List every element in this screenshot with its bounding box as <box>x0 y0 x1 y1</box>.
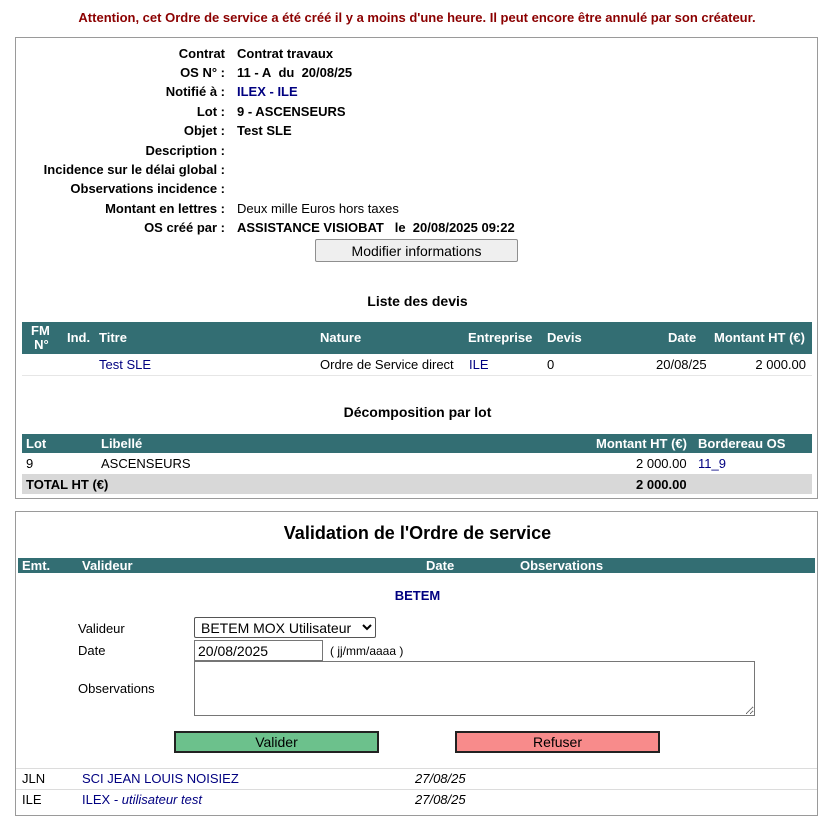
decomposition-montant: 2 000.00 <box>636 456 687 471</box>
observations-textarea[interactable] <box>194 661 755 716</box>
col-ind: Ind. <box>67 330 91 345</box>
os-date: 20/08/25 <box>301 65 353 80</box>
decomposition-lot: 9 <box>26 456 34 471</box>
valider-button[interactable]: Valider <box>174 731 379 753</box>
montant-lettres-value: Deux mille Euros hors taxes <box>237 201 399 216</box>
cree-date: 20/08/2025 09:22 <box>412 220 515 235</box>
decomposition-row <box>22 454 812 473</box>
total-value: 2 000.00 <box>636 477 687 492</box>
cree-le: le <box>394 220 406 235</box>
devis-nature: Ordre de Service direct <box>320 357 454 372</box>
col-montant-ht: Montant HT (€) <box>596 436 687 451</box>
validation-valideur-suffix: - utilisateur test <box>110 792 202 807</box>
devis-date: 20/08/25 <box>656 357 707 372</box>
col-date: Date <box>668 330 697 345</box>
col-montant: Montant HT (€) <box>714 330 805 345</box>
decomposition-table-header <box>22 434 812 453</box>
contrat-label: Contrat <box>178 46 225 61</box>
modifier-informations-button[interactable]: Modifier informations <box>315 239 518 262</box>
col-validation-date: Date <box>426 558 455 573</box>
objet-value: Test SLE <box>237 123 292 138</box>
validation-valideur-name: ILEX <box>82 792 111 807</box>
observations-label: Observations <box>78 681 155 696</box>
lot-value: 9 - ASCENSEURS <box>237 104 346 119</box>
valideur-label: Valideur <box>78 621 125 636</box>
warning-message: Attention, cet Ordre de service a été créé il y a moins d'une heure. Il peut encore être annulé par son créateur. <box>78 10 756 25</box>
col-nature: Nature <box>320 330 362 345</box>
col-fm-line2: N° <box>34 337 49 352</box>
validation-valideur-link[interactable]: SCI JEAN LOUIS NOISIEZ <box>82 771 239 786</box>
lot-label: Lot : <box>196 104 225 119</box>
row-divider <box>16 768 817 769</box>
decomposition-title: Décomposition par lot <box>343 404 492 420</box>
validation-row <box>16 789 817 809</box>
validation-date: 27/08/25 <box>415 792 466 807</box>
observations-incidence-label: Observations incidence : <box>70 181 225 196</box>
col-devis: Devis <box>547 330 582 345</box>
row-divider <box>16 789 817 790</box>
contrat-value: Contrat travaux <box>237 46 334 61</box>
incidence-label: Incidence sur le délai global : <box>43 162 225 177</box>
cree-par-name: ASSISTANCE VISIOBAT <box>237 220 384 235</box>
devis-titre-link[interactable]: Test SLE <box>99 357 152 372</box>
col-fm-line1: FM <box>31 323 50 338</box>
os-number-label: OS N° : <box>180 65 225 80</box>
liste-devis-title: Liste des devis <box>367 293 468 309</box>
valideur-select[interactable] <box>194 617 376 638</box>
devis-numero: 0 <box>547 357 555 372</box>
devis-row <box>22 356 812 376</box>
validation-table-header <box>18 558 815 573</box>
validation-emt: ILE <box>22 792 42 807</box>
validation-valideur-link[interactable] <box>82 792 202 807</box>
refuser-button[interactable]: Refuser <box>455 731 660 753</box>
os-details-panel <box>15 37 818 499</box>
total-label: TOTAL HT (€) <box>26 477 109 492</box>
validation-date: 27/08/25 <box>415 771 466 786</box>
validation-group-title: BETEM <box>394 588 441 603</box>
total-row <box>22 474 812 494</box>
col-entreprise: Entreprise <box>468 330 533 345</box>
decomposition-libelle: ASCENSEURS <box>101 456 191 471</box>
col-lot: Lot <box>26 436 47 451</box>
os-du: du <box>278 65 295 80</box>
col-emt: Emt. <box>22 558 51 573</box>
devis-table-header <box>22 322 812 354</box>
devis-entreprise-link[interactable]: ILE <box>469 357 489 372</box>
bordereau-link[interactable]: 11_9 <box>698 456 726 471</box>
os-number: 11 - A <box>237 65 272 80</box>
col-fm <box>31 324 50 352</box>
notifie-link[interactable]: ILEX - ILE <box>237 84 298 99</box>
validation-title: Validation de l'Ordre de service <box>283 523 552 543</box>
col-libelle: Libellé <box>101 436 143 451</box>
cree-par-value <box>237 220 515 235</box>
objet-label: Objet : <box>183 123 225 138</box>
os-number-value <box>237 65 352 80</box>
validation-panel <box>15 511 818 816</box>
date-label: Date <box>78 643 106 658</box>
date-format-hint: ( jj/mm/aaaa ) <box>330 644 404 658</box>
date-input[interactable] <box>194 640 323 661</box>
validation-emt: JLN <box>22 771 46 786</box>
col-bordereau: Bordereau OS <box>698 436 786 451</box>
col-valideur: Valideur <box>82 558 133 573</box>
montant-lettres-label: Montant en lettres : <box>105 201 225 216</box>
cree-par-label: OS créé par : <box>144 220 225 235</box>
col-titre: Titre <box>99 330 127 345</box>
validation-row <box>16 768 817 788</box>
notifie-label: Notifié à : <box>165 84 225 99</box>
devis-montant: 2 000.00 <box>755 357 806 372</box>
col-observations: Observations <box>520 558 604 573</box>
description-label: Description : <box>145 143 225 158</box>
